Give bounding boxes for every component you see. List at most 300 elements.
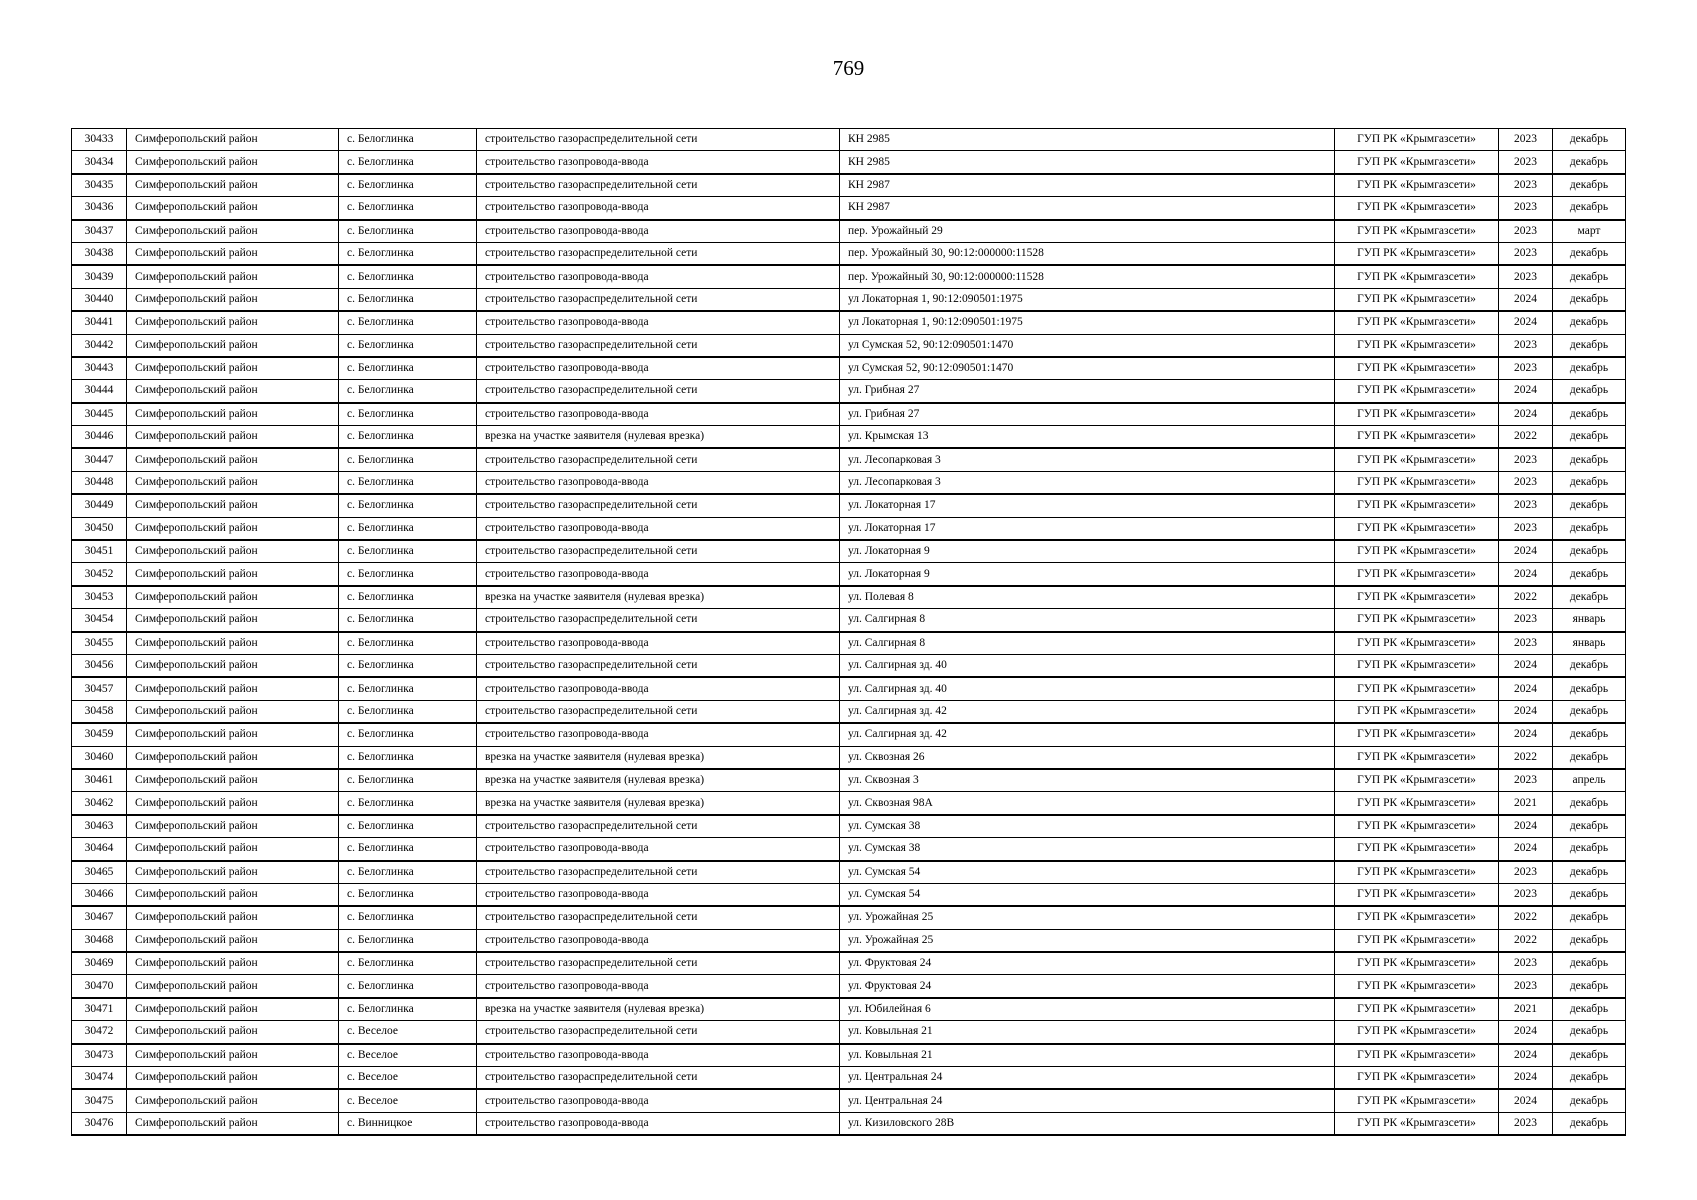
- address-cell: ул. Ковыльная 21: [840, 1021, 1335, 1044]
- address-cell: пер. Урожайный 29: [840, 220, 1335, 243]
- work-type-cell: строительство газопровода-ввода: [477, 975, 840, 998]
- table-row: [72, 471, 1626, 494]
- organization-cell: ГУП РК «Крымгазсети»: [1335, 242, 1499, 265]
- address-cell: ул. Сумская 54: [840, 883, 1335, 906]
- row-number: 30471: [72, 998, 127, 1021]
- address-cell: КН 2987: [840, 197, 1335, 220]
- table-row: [72, 494, 1626, 517]
- work-type-cell: строительство газораспределительной сети: [477, 700, 840, 723]
- row-number: 30470: [72, 975, 127, 998]
- organization-cell: ГУП РК «Крымгазсети»: [1335, 494, 1499, 517]
- month-cell: декабрь: [1553, 288, 1626, 311]
- row-number: 30447: [72, 448, 127, 471]
- settlement-cell: с. Белоглинка: [339, 838, 477, 861]
- organization-cell: ГУП РК «Крымгазсети»: [1335, 357, 1499, 380]
- work-type-cell: врезка на участке заявителя (нулевая врезка): [477, 586, 840, 609]
- address-cell: ул. Сумская 38: [840, 815, 1335, 838]
- work-type-cell: строительство газораспределительной сети: [477, 906, 840, 929]
- row-number: 30433: [72, 129, 127, 151]
- row-number: 30461: [72, 769, 127, 792]
- row-number: 30473: [72, 1044, 127, 1067]
- organization-cell: ГУП РК «Крымгазсети»: [1335, 380, 1499, 403]
- year-cell: 2023: [1499, 197, 1553, 220]
- row-number: 30464: [72, 838, 127, 861]
- year-cell: 2023: [1499, 861, 1553, 884]
- year-cell: 2021: [1499, 998, 1553, 1021]
- address-cell: ул. Урожайная 25: [840, 906, 1335, 929]
- work-type-cell: строительство газораспределительной сети: [477, 448, 840, 471]
- district-cell: Симферопольский район: [127, 998, 339, 1021]
- district-cell: Симферопольский район: [127, 586, 339, 609]
- work-type-cell: строительство газопровода-ввода: [477, 471, 840, 494]
- month-cell: декабрь: [1553, 792, 1626, 815]
- district-cell: Симферопольский район: [127, 609, 339, 632]
- month-cell: декабрь: [1553, 174, 1626, 197]
- district-cell: Симферопольский район: [127, 1044, 339, 1067]
- month-cell: декабрь: [1553, 197, 1626, 220]
- work-type-cell: строительство газораспределительной сети: [477, 494, 840, 517]
- settlement-cell: с. Веселое: [339, 1067, 477, 1090]
- month-cell: апрель: [1553, 769, 1626, 792]
- month-cell: декабрь: [1553, 677, 1626, 700]
- district-cell: Симферопольский район: [127, 471, 339, 494]
- row-number: 30476: [72, 1112, 127, 1135]
- month-cell: декабрь: [1553, 654, 1626, 677]
- address-cell: ул. Локаторная 17: [840, 494, 1335, 517]
- table-row: [72, 220, 1626, 243]
- settlement-cell: с. Белоглинка: [339, 952, 477, 975]
- year-cell: 2024: [1499, 403, 1553, 426]
- table-row: [72, 815, 1626, 838]
- district-cell: Симферопольский район: [127, 311, 339, 334]
- settlement-cell: с. Белоглинка: [339, 746, 477, 769]
- address-cell: ул Сумская 52, 90:12:090501:1470: [840, 357, 1335, 380]
- settlement-cell: с. Белоглинка: [339, 197, 477, 220]
- table-row: [72, 1112, 1626, 1135]
- month-cell: декабрь: [1553, 1089, 1626, 1112]
- district-cell: Симферопольский район: [127, 403, 339, 426]
- table-row: [72, 700, 1626, 723]
- row-number: 30454: [72, 609, 127, 632]
- address-cell: ул. Салгирная зд. 42: [840, 700, 1335, 723]
- month-cell: декабрь: [1553, 1044, 1626, 1067]
- row-number: 30468: [72, 929, 127, 952]
- table-row: [72, 654, 1626, 677]
- year-cell: 2024: [1499, 677, 1553, 700]
- organization-cell: ГУП РК «Крымгазсети»: [1335, 334, 1499, 357]
- organization-cell: ГУП РК «Крымгазсети»: [1335, 471, 1499, 494]
- settlement-cell: с. Белоглинка: [339, 288, 477, 311]
- work-type-cell: строительство газопровода-ввода: [477, 1112, 840, 1135]
- address-cell: ул. Юбилейная 6: [840, 998, 1335, 1021]
- year-cell: 2024: [1499, 1021, 1553, 1044]
- district-cell: Симферопольский район: [127, 632, 339, 655]
- month-cell: декабрь: [1553, 746, 1626, 769]
- year-cell: 2023: [1499, 357, 1553, 380]
- settlement-cell: с. Белоглинка: [339, 174, 477, 197]
- year-cell: 2024: [1499, 838, 1553, 861]
- work-type-cell: строительство газораспределительной сети: [477, 242, 840, 265]
- table-row: [72, 403, 1626, 426]
- work-type-cell: строительство газораспределительной сети: [477, 861, 840, 884]
- work-type-cell: строительство газопровода-ввода: [477, 632, 840, 655]
- row-number: 30474: [72, 1067, 127, 1090]
- settlement-cell: с. Белоглинка: [339, 769, 477, 792]
- year-cell: 2022: [1499, 586, 1553, 609]
- table-row: [72, 677, 1626, 700]
- page-number: 769: [832, 56, 865, 80]
- work-type-cell: строительство газораспределительной сети: [477, 380, 840, 403]
- address-cell: ул Локаторная 1, 90:12:090501:1975: [840, 288, 1335, 311]
- work-type-cell: строительство газораспределительной сети: [477, 129, 840, 151]
- month-cell: декабрь: [1553, 1067, 1626, 1090]
- table-row: [72, 952, 1626, 975]
- address-cell: ул. Грибная 27: [840, 403, 1335, 426]
- year-cell: 2023: [1499, 769, 1553, 792]
- settlement-cell: с. Белоглинка: [339, 357, 477, 380]
- year-cell: 2022: [1499, 929, 1553, 952]
- settlement-cell: с. Белоглинка: [339, 929, 477, 952]
- organization-cell: ГУП РК «Крымгазсети»: [1335, 723, 1499, 746]
- district-cell: Симферопольский район: [127, 929, 339, 952]
- settlement-cell: с. Белоглинка: [339, 586, 477, 609]
- work-type-cell: строительство газопровода-ввода: [477, 197, 840, 220]
- organization-cell: ГУП РК «Крымгазсети»: [1335, 288, 1499, 311]
- year-cell: 2024: [1499, 380, 1553, 403]
- organization-cell: ГУП РК «Крымгазсети»: [1335, 517, 1499, 540]
- work-type-cell: врезка на участке заявителя (нулевая врезка): [477, 769, 840, 792]
- row-number: 30437: [72, 220, 127, 243]
- year-cell: 2024: [1499, 815, 1553, 838]
- work-type-cell: строительство газораспределительной сети: [477, 1067, 840, 1090]
- settlement-cell: с. Белоглинка: [339, 129, 477, 151]
- address-cell: пер. Урожайный 30, 90:12:000000:11528: [840, 265, 1335, 288]
- settlement-cell: с. Белоглинка: [339, 632, 477, 655]
- table-row: [72, 174, 1626, 197]
- address-cell: ул. Локаторная 9: [840, 563, 1335, 586]
- row-number: 30434: [72, 151, 127, 174]
- organization-cell: ГУП РК «Крымгазсети»: [1335, 197, 1499, 220]
- month-cell: декабрь: [1553, 334, 1626, 357]
- work-type-cell: строительство газопровода-ввода: [477, 357, 840, 380]
- work-type-cell: строительство газораспределительной сети: [477, 654, 840, 677]
- month-cell: декабрь: [1553, 815, 1626, 838]
- year-cell: 2023: [1499, 494, 1553, 517]
- month-cell: декабрь: [1553, 311, 1626, 334]
- district-cell: Симферопольский район: [127, 861, 339, 884]
- row-number: 30439: [72, 265, 127, 288]
- table-row: [72, 357, 1626, 380]
- row-number: 30472: [72, 1021, 127, 1044]
- month-cell: декабрь: [1553, 1021, 1626, 1044]
- district-cell: Симферопольский район: [127, 540, 339, 563]
- address-cell: КН 2985: [840, 129, 1335, 151]
- row-number: 30441: [72, 311, 127, 334]
- settlement-cell: с. Белоглинка: [339, 448, 477, 471]
- year-cell: 2023: [1499, 471, 1553, 494]
- district-cell: Симферопольский район: [127, 906, 339, 929]
- work-type-cell: строительство газопровода-ввода: [477, 929, 840, 952]
- settlement-cell: с. Белоглинка: [339, 471, 477, 494]
- settlement-cell: с. Белоглинка: [339, 220, 477, 243]
- address-cell: ул. Салгирная 8: [840, 609, 1335, 632]
- district-cell: Симферопольский район: [127, 265, 339, 288]
- table-row: [72, 1044, 1626, 1067]
- organization-cell: ГУП РК «Крымгазсети»: [1335, 448, 1499, 471]
- year-cell: 2022: [1499, 906, 1553, 929]
- table-row: [72, 1089, 1626, 1112]
- organization-cell: ГУП РК «Крымгазсети»: [1335, 929, 1499, 952]
- table-body: [72, 129, 1626, 1136]
- district-cell: Симферопольский район: [127, 792, 339, 815]
- work-type-cell: строительство газопровода-ввода: [477, 220, 840, 243]
- month-cell: декабрь: [1553, 1112, 1626, 1135]
- month-cell: декабрь: [1553, 906, 1626, 929]
- work-type-cell: строительство газопровода-ввода: [477, 723, 840, 746]
- organization-cell: ГУП РК «Крымгазсети»: [1335, 998, 1499, 1021]
- table-row: [72, 426, 1626, 449]
- row-number: 30445: [72, 403, 127, 426]
- year-cell: 2024: [1499, 700, 1553, 723]
- row-number: 30449: [72, 494, 127, 517]
- table-row: [72, 197, 1626, 220]
- table-row: [72, 883, 1626, 906]
- settlement-cell: с. Белоглинка: [339, 609, 477, 632]
- address-cell: ул. Ковыльная 21: [840, 1044, 1335, 1067]
- month-cell: декабрь: [1553, 265, 1626, 288]
- address-cell: ул. Лесопарковая 3: [840, 471, 1335, 494]
- year-cell: 2023: [1499, 129, 1553, 151]
- organization-cell: ГУП РК «Крымгазсети»: [1335, 174, 1499, 197]
- year-cell: 2022: [1499, 746, 1553, 769]
- year-cell: 2023: [1499, 242, 1553, 265]
- row-number: 30438: [72, 242, 127, 265]
- row-number: 30462: [72, 792, 127, 815]
- settlement-cell: с. Белоглинка: [339, 151, 477, 174]
- month-cell: декабрь: [1553, 151, 1626, 174]
- address-cell: ул. Урожайная 25: [840, 929, 1335, 952]
- address-cell: КН 2985: [840, 151, 1335, 174]
- table-row: [72, 288, 1626, 311]
- year-cell: 2023: [1499, 609, 1553, 632]
- work-type-cell: строительство газопровода-ввода: [477, 677, 840, 700]
- district-cell: Симферопольский район: [127, 334, 339, 357]
- table-row: [72, 609, 1626, 632]
- organization-cell: ГУП РК «Крымгазсети»: [1335, 311, 1499, 334]
- district-cell: Симферопольский район: [127, 1089, 339, 1112]
- year-cell: 2024: [1499, 654, 1553, 677]
- table-row: [72, 632, 1626, 655]
- year-cell: 2023: [1499, 151, 1553, 174]
- settlement-cell: с. Белоглинка: [339, 723, 477, 746]
- organization-cell: ГУП РК «Крымгазсети»: [1335, 609, 1499, 632]
- month-cell: декабрь: [1553, 952, 1626, 975]
- organization-cell: ГУП РК «Крымгазсети»: [1335, 403, 1499, 426]
- address-cell: ул. Салгирная зд. 42: [840, 723, 1335, 746]
- row-number: 30443: [72, 357, 127, 380]
- work-type-cell: строительство газопровода-ввода: [477, 1044, 840, 1067]
- district-cell: Симферопольский район: [127, 838, 339, 861]
- district-cell: Симферопольский район: [127, 174, 339, 197]
- organization-cell: ГУП РК «Крымгазсети»: [1335, 129, 1499, 151]
- work-type-cell: строительство газопровода-ввода: [477, 838, 840, 861]
- settlement-cell: с. Веселое: [339, 1089, 477, 1112]
- settlement-cell: с. Белоглинка: [339, 380, 477, 403]
- address-cell: ул. Крымская 13: [840, 426, 1335, 449]
- table-row: [72, 517, 1626, 540]
- address-cell: ул. Фруктовая 24: [840, 952, 1335, 975]
- month-cell: декабрь: [1553, 586, 1626, 609]
- address-cell: пер. Урожайный 30, 90:12:000000:11528: [840, 242, 1335, 265]
- address-cell: ул. Локаторная 9: [840, 540, 1335, 563]
- organization-cell: ГУП РК «Крымгазсети»: [1335, 654, 1499, 677]
- district-cell: Симферопольский район: [127, 700, 339, 723]
- year-cell: 2024: [1499, 540, 1553, 563]
- settlement-cell: с. Белоглинка: [339, 242, 477, 265]
- organization-cell: ГУП РК «Крымгазсети»: [1335, 586, 1499, 609]
- district-cell: Симферопольский район: [127, 220, 339, 243]
- work-type-cell: строительство газораспределительной сети: [477, 540, 840, 563]
- district-cell: Симферопольский район: [127, 242, 339, 265]
- year-cell: 2023: [1499, 334, 1553, 357]
- address-cell: ул. Грибная 27: [840, 380, 1335, 403]
- work-type-cell: строительство газораспределительной сети: [477, 952, 840, 975]
- organization-cell: ГУП РК «Крымгазсети»: [1335, 952, 1499, 975]
- month-cell: декабрь: [1553, 242, 1626, 265]
- district-cell: Симферопольский район: [127, 494, 339, 517]
- district-cell: Симферопольский район: [127, 1067, 339, 1090]
- organization-cell: ГУП РК «Крымгазсети»: [1335, 1021, 1499, 1044]
- organization-cell: ГУП РК «Крымгазсети»: [1335, 151, 1499, 174]
- table-row: [72, 975, 1626, 998]
- organization-cell: ГУП РК «Крымгазсети»: [1335, 265, 1499, 288]
- row-number: 30453: [72, 586, 127, 609]
- row-number: 30452: [72, 563, 127, 586]
- address-cell: ул. Лесопарковая 3: [840, 448, 1335, 471]
- settlement-cell: с. Белоглинка: [339, 815, 477, 838]
- district-cell: Симферопольский район: [127, 975, 339, 998]
- row-number: 30460: [72, 746, 127, 769]
- organization-cell: ГУП РК «Крымгазсети»: [1335, 906, 1499, 929]
- address-cell: ул. Локаторная 17: [840, 517, 1335, 540]
- month-cell: декабрь: [1553, 838, 1626, 861]
- address-cell: ул. Сквозная 98А: [840, 792, 1335, 815]
- year-cell: 2024: [1499, 1089, 1553, 1112]
- settlement-cell: с. Белоглинка: [339, 334, 477, 357]
- settlement-cell: с. Белоглинка: [339, 563, 477, 586]
- row-number: 30465: [72, 861, 127, 884]
- month-cell: декабрь: [1553, 426, 1626, 449]
- settlement-cell: с. Белоглинка: [339, 998, 477, 1021]
- row-number: 30469: [72, 952, 127, 975]
- address-cell: ул. Сквозная 26: [840, 746, 1335, 769]
- district-cell: Симферопольский район: [127, 883, 339, 906]
- table-row: [72, 861, 1626, 884]
- row-number: 30459: [72, 723, 127, 746]
- year-cell: 2023: [1499, 220, 1553, 243]
- row-number: 30475: [72, 1089, 127, 1112]
- year-cell: 2024: [1499, 723, 1553, 746]
- address-cell: ул Сумская 52, 90:12:090501:1470: [840, 334, 1335, 357]
- table-row: [72, 1067, 1626, 1090]
- settlement-cell: с. Белоглинка: [339, 311, 477, 334]
- organization-cell: ГУП РК «Крымгазсети»: [1335, 220, 1499, 243]
- organization-cell: ГУП РК «Крымгазсети»: [1335, 769, 1499, 792]
- settlement-cell: с. Белоглинка: [339, 540, 477, 563]
- row-number: 30458: [72, 700, 127, 723]
- work-type-cell: строительство газопровода-ввода: [477, 883, 840, 906]
- organization-cell: ГУП РК «Крымгазсети»: [1335, 426, 1499, 449]
- settlement-cell: с. Белоглинка: [339, 494, 477, 517]
- month-cell: декабрь: [1553, 861, 1626, 884]
- year-cell: 2024: [1499, 563, 1553, 586]
- table-row: [72, 746, 1626, 769]
- district-cell: Симферопольский район: [127, 517, 339, 540]
- table-row: [72, 769, 1626, 792]
- row-number: 30436: [72, 197, 127, 220]
- organization-cell: ГУП РК «Крымгазсети»: [1335, 861, 1499, 884]
- table-row: [72, 586, 1626, 609]
- address-cell: ул. Сумская 38: [840, 838, 1335, 861]
- year-cell: 2023: [1499, 265, 1553, 288]
- month-cell: декабрь: [1553, 563, 1626, 586]
- settlement-cell: с. Белоглинка: [339, 700, 477, 723]
- organization-cell: ГУП РК «Крымгазсети»: [1335, 563, 1499, 586]
- table-row: [72, 1021, 1626, 1044]
- settlement-cell: с. Белоглинка: [339, 265, 477, 288]
- organization-cell: ГУП РК «Крымгазсети»: [1335, 815, 1499, 838]
- work-type-cell: врезка на участке заявителя (нулевая врезка): [477, 746, 840, 769]
- work-type-cell: строительство газораспределительной сети: [477, 1021, 840, 1044]
- address-cell: ул Локаторная 1, 90:12:090501:1975: [840, 311, 1335, 334]
- year-cell: 2023: [1499, 632, 1553, 655]
- year-cell: 2022: [1499, 426, 1553, 449]
- year-cell: 2024: [1499, 1044, 1553, 1067]
- work-type-cell: строительство газопровода-ввода: [477, 1089, 840, 1112]
- table-row: [72, 929, 1626, 952]
- district-cell: Симферопольский район: [127, 426, 339, 449]
- settlement-cell: с. Винницкое: [339, 1112, 477, 1135]
- district-cell: Симферопольский район: [127, 129, 339, 151]
- work-type-cell: строительство газопровода-ввода: [477, 563, 840, 586]
- year-cell: 2023: [1499, 174, 1553, 197]
- table-row: [72, 723, 1626, 746]
- district-cell: Симферопольский район: [127, 563, 339, 586]
- organization-cell: ГУП РК «Крымгазсети»: [1335, 540, 1499, 563]
- district-cell: Симферопольский район: [127, 1112, 339, 1135]
- district-cell: Симферопольский район: [127, 654, 339, 677]
- month-cell: январь: [1553, 609, 1626, 632]
- organization-cell: ГУП РК «Крымгазсети»: [1335, 838, 1499, 861]
- table-row: [72, 242, 1626, 265]
- district-cell: Симферопольский район: [127, 380, 339, 403]
- settlement-cell: с. Белоглинка: [339, 517, 477, 540]
- month-cell: декабрь: [1553, 883, 1626, 906]
- address-cell: ул. Кизиловского 28В: [840, 1112, 1335, 1135]
- table-row: [72, 448, 1626, 471]
- work-type-cell: строительство газораспределительной сети: [477, 815, 840, 838]
- work-type-cell: врезка на участке заявителя (нулевая врезка): [477, 426, 840, 449]
- organization-cell: ГУП РК «Крымгазсети»: [1335, 1044, 1499, 1067]
- row-number: 30457: [72, 677, 127, 700]
- row-number: 30444: [72, 380, 127, 403]
- month-cell: декабрь: [1553, 517, 1626, 540]
- table-row: [72, 540, 1626, 563]
- organization-cell: ГУП РК «Крымгазсети»: [1335, 746, 1499, 769]
- year-cell: 2024: [1499, 311, 1553, 334]
- year-cell: 2023: [1499, 517, 1553, 540]
- address-cell: ул. Полевая 8: [840, 586, 1335, 609]
